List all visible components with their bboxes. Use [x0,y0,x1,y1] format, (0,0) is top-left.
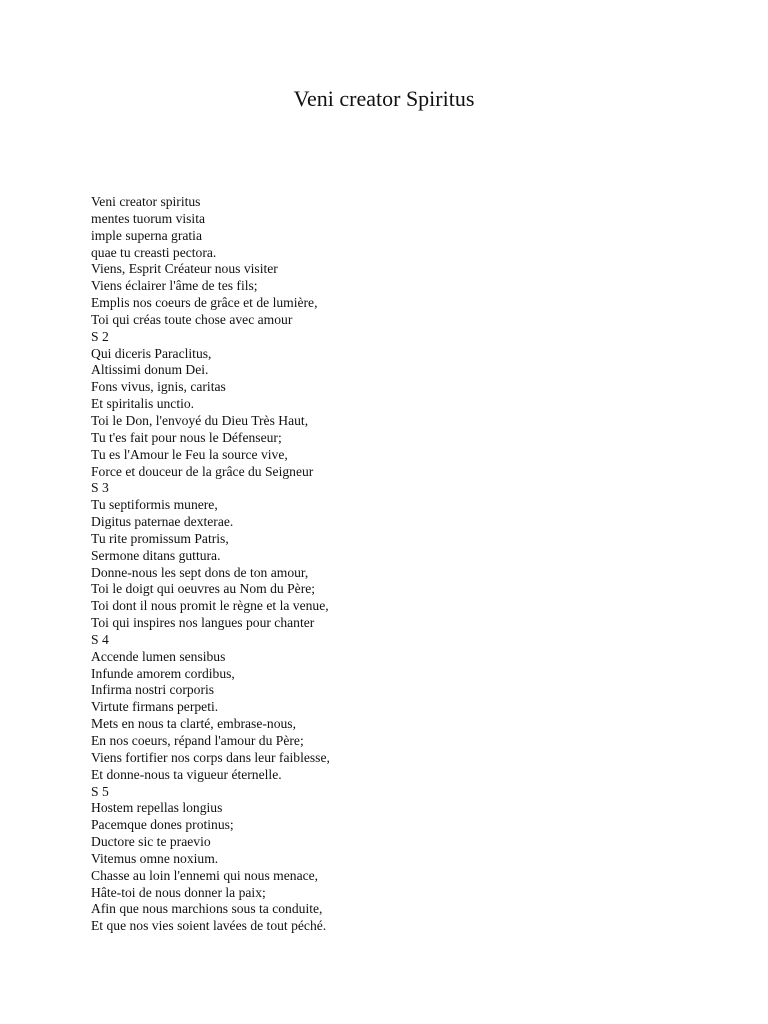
poem-line: Qui diceris Paraclitus, [91,345,212,361]
poem-line: Emplis nos coeurs de grâce et de lumière, [91,295,318,311]
poem-line: Mets en nous ta clarté, embrase-nous, [91,716,296,732]
document-title: Veni creator Spiritus [293,86,475,111]
poem-line: Afin que nous marchions sous ta conduite, [91,901,323,917]
poem-line: mentes tuorum visita [91,210,206,226]
poem-line: Toi qui créas toute chose avec amour [91,311,293,327]
poem-line: S 5 [91,783,109,799]
poem-line: imple superna gratia [91,227,202,243]
poem-line: Digitus paternae dexterae. [91,514,234,530]
poem-line: Chasse au loin l'ennemi qui nous menace, [91,867,319,883]
poem-line: Viens fortifier nos corps dans leur faiblesse, [91,749,330,765]
poem-line: Et que nos vies soient lavées de tout péché. [91,918,327,934]
poem-line: Virtute firmans perpeti. [91,699,219,715]
poem-line: Sermone ditans guttura. [91,547,221,563]
poem-line: Toi le Don, l'envoyé du Dieu Très Haut, [91,412,309,428]
poem-line: Tu t'es fait pour nous le Défenseur; [91,429,282,445]
poem-line: Vitemus omne noxium. [91,850,219,866]
poem-line: Fons vivus, ignis, caritas [91,379,226,395]
poem-line: Hâte-toi de nous donner la paix; [91,884,266,900]
poem-line: Veni creator spiritus [91,194,201,209]
poem-line: S 3 [91,480,109,496]
poem-line: S 4 [91,631,109,647]
poem-line: Force et douceur de la grâce du Seigneur [91,463,314,479]
poem-line: Donne-nous les sept dons de ton amour, [91,564,309,580]
poem-line: Toi dont il nous promit le règne et la venue, [91,598,329,614]
poem-line: Pacemque dones protinus; [91,817,234,833]
poem-line: Et donne-nous ta vigueur éternelle. [91,766,282,782]
poem-line: Accende lumen sensibus [91,648,226,664]
poem-line: Infunde amorem cordibus, [91,665,235,681]
poem-line: Infirma nostri corporis [91,682,215,698]
poem-line: Ductore sic te praevio [91,834,211,850]
poem-line: En nos coeurs, répand l'amour du Père; [91,733,304,748]
poem-line: Tu rite promissum Patris, [91,530,229,546]
poem-line: Viens éclairer l'âme de tes fils; [91,278,258,294]
poem-line: Toi le doigt qui oeuvres au Nom du Père; [91,581,316,597]
poem-line: quae tu creasti pectora. [91,244,217,260]
poem-text [91,194,691,935]
poem-line: Tu septiformis munere, [91,497,218,513]
poem-line: Hostem repellas longius [91,800,223,816]
poem-line: Et spiritalis unctio. [91,396,195,412]
poem-line: Altissimi donum Dei. [91,362,209,378]
poem-line: Toi qui inspires nos langues pour chanter [91,615,315,631]
poem-line: Tu es l'Amour le Feu la source vive, [91,446,288,462]
poem-line: Viens, Esprit Créateur nous visiter [91,261,278,277]
poem-line: S 2 [91,328,109,344]
